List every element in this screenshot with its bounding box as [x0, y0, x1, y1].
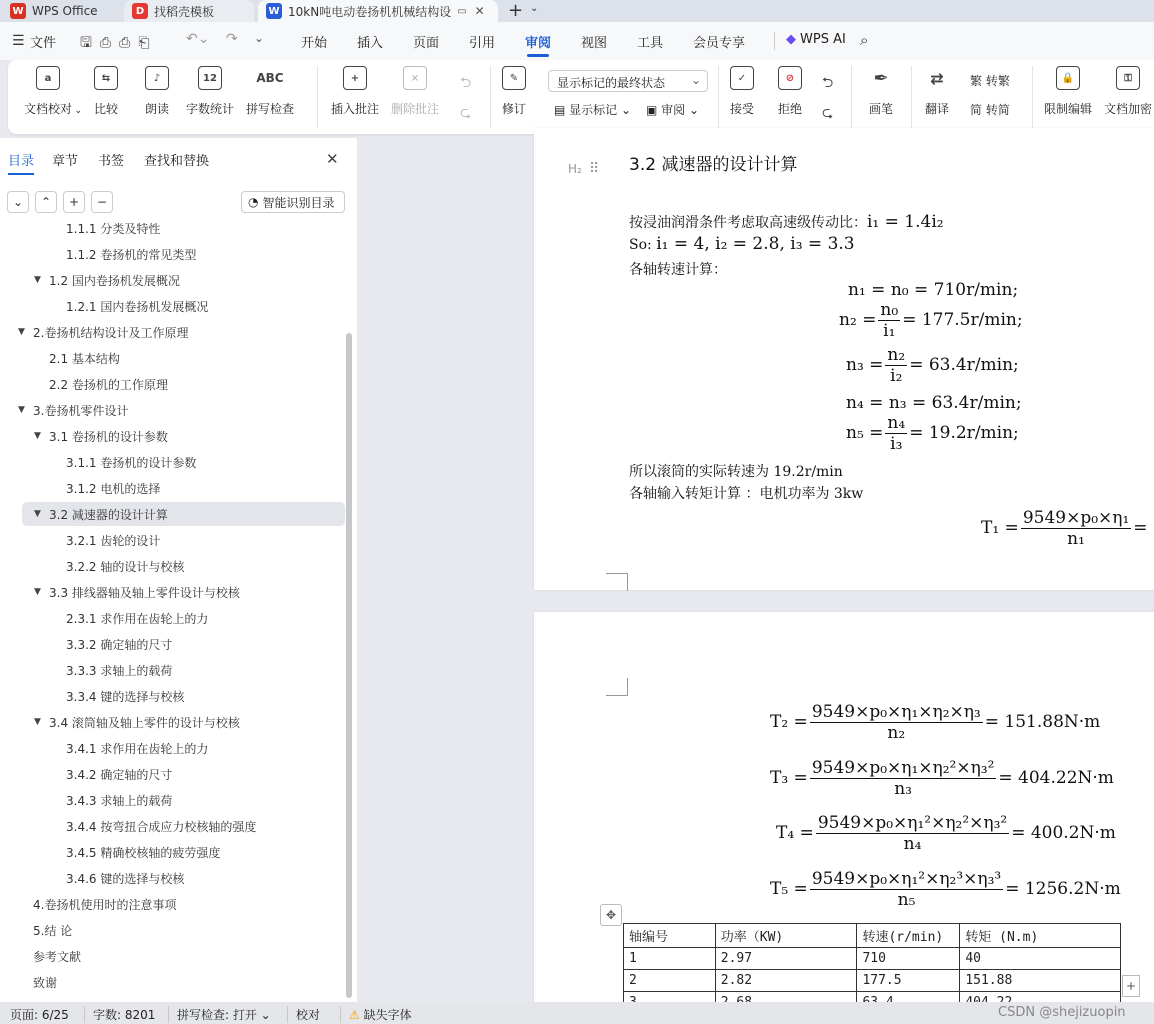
denominator: n₁	[1067, 529, 1085, 549]
table-move-handle-icon[interactable]: ✥	[600, 904, 622, 926]
search-icon[interactable]: ⌕	[860, 31, 869, 49]
rhs: = 1256.2N·m	[1005, 879, 1121, 899]
page-corner-mark	[606, 678, 628, 696]
toc-item[interactable]	[0, 216, 345, 240]
lhs: T₄ =	[776, 823, 814, 843]
toc-item[interactable]	[0, 762, 345, 786]
label: 拒绝	[778, 102, 803, 116]
toc-item-label: 2.卷扬机结构设计及工作原理	[33, 325, 189, 340]
rhs: = 151.88N·m	[984, 712, 1101, 732]
table-row	[624, 970, 1121, 992]
label: 文档校对	[24, 102, 73, 116]
divider	[718, 66, 719, 128]
toc-item[interactable]	[0, 424, 345, 448]
table-cell[interactable]: 177.5	[857, 970, 960, 992]
paragraph: 所以滚筒的实际转速为 19.2r/min	[629, 464, 843, 480]
tab-toc[interactable]: 目录	[8, 150, 34, 169]
warning-icon: ⚠	[349, 1008, 364, 1022]
label: 缺失字体	[363, 1008, 412, 1022]
rhs: =	[1133, 518, 1148, 538]
toc-item[interactable]	[0, 736, 345, 760]
table-cell[interactable]: 710	[857, 948, 960, 970]
toc-item-label: 3.卷扬机零件设计	[33, 403, 129, 418]
table-cell[interactable]: 2.97	[715, 948, 857, 970]
toc-item[interactable]	[0, 944, 345, 968]
menu-view[interactable]: 视图	[581, 36, 608, 51]
menu-review[interactable]: 审阅	[525, 32, 551, 51]
toc-item[interactable]	[0, 970, 345, 994]
tab-label: 找稻壳模板	[154, 4, 215, 19]
label: 翻译	[925, 102, 950, 116]
numerator: 9549×p₀×η₁	[1022, 508, 1130, 528]
title-tab-bar	[0, 0, 1154, 22]
toc-item[interactable]	[0, 684, 345, 708]
rhs: = 404.22N·m	[998, 768, 1114, 788]
label: 审阅	[661, 103, 686, 117]
lhs: T₂ =	[770, 712, 808, 732]
toc-item[interactable]	[0, 814, 345, 838]
toc-item-label: 3.1 卷扬机的设计参数	[49, 429, 168, 444]
numerator: 9549×p₀×η₁²×η₂³×η₃³	[811, 869, 1002, 889]
compare-button[interactable]	[94, 66, 118, 117]
equation	[981, 508, 1148, 549]
toc-item-label: 2.1 基本结构	[49, 351, 120, 366]
toc-item-label: 3.4.3 求轴上的载荷	[66, 793, 173, 808]
toc-item[interactable]	[0, 554, 345, 578]
word-count-icon: 12	[198, 66, 222, 90]
doc-proofread-button[interactable]: a 文档校对 ⌄	[24, 66, 72, 117]
next-comment-icon[interactable]: ⮎	[460, 105, 472, 121]
rhs: = 63.4r/min;	[909, 355, 1019, 375]
delete-comment-button[interactable]	[391, 66, 439, 117]
label: 比较	[94, 102, 119, 116]
text: So:	[629, 237, 652, 253]
toc-item[interactable]	[0, 632, 345, 656]
toc-item[interactable]	[0, 658, 345, 682]
table-header-row	[624, 924, 1121, 948]
word-count-indicator[interactable]: 字数: 8201	[84, 1006, 155, 1023]
tab-find-replace[interactable]: 查找和替换	[144, 154, 210, 169]
numerator: n₄	[887, 413, 906, 433]
show-marks-button[interactable]: ▤ 显示标记 ⌄	[554, 103, 632, 117]
toc-scrollbar[interactable]	[346, 333, 352, 998]
label: 转繁	[985, 74, 1010, 88]
read-aloud-icon: ♪	[145, 66, 169, 90]
lock-doc-icon: 🔒	[1056, 66, 1080, 90]
toc-item-label: 3.2.1 齿轮的设计	[66, 533, 161, 548]
label: 修订	[502, 102, 527, 116]
tab-wps-office[interactable]	[2, 0, 120, 22]
compare-icon: ⇆	[94, 66, 118, 90]
to-simplified-button[interactable]	[970, 101, 1010, 118]
denominator: i₃	[890, 434, 903, 454]
heading-level-marker: H₂	[568, 162, 582, 176]
toc-item[interactable]	[0, 866, 345, 890]
expand-arrow-icon[interactable]: ▼	[18, 327, 25, 337]
denominator: n₄	[903, 834, 922, 854]
toc-item-label: 3.1.1 卷扬机的设计参数	[66, 455, 197, 470]
expand-arrow-icon[interactable]: ▼	[34, 275, 41, 285]
toc-item-label: 3.4.5 精确校核轴的疲劳强度	[66, 845, 221, 860]
fraction	[816, 813, 1009, 854]
equation: i₁ = 1.4i₂	[867, 212, 944, 232]
expand-arrow-icon[interactable]: ▼	[18, 405, 25, 415]
toc-item[interactable]	[0, 450, 345, 474]
divider	[317, 66, 318, 128]
label: 字数统计	[186, 102, 235, 116]
toc-item-label: 3.4.1 求作用在齿轮上的力	[66, 741, 209, 756]
toc-item[interactable]	[0, 580, 345, 604]
toc-item[interactable]	[0, 892, 345, 916]
writer-doc-icon: W	[266, 3, 282, 19]
chevron-down-icon: ⌄	[690, 73, 701, 87]
equation	[776, 813, 1116, 854]
toc-list	[0, 221, 357, 1002]
word-count-button[interactable]	[186, 66, 234, 117]
toc-item[interactable]	[0, 320, 345, 344]
tab-label: 10kN吨电动卷扬机机械结构设	[288, 4, 452, 19]
quick-access-icons[interactable]: 🖫⎙⎙⎗	[80, 35, 158, 51]
lhs: n₃ =	[846, 355, 884, 375]
table-row	[624, 948, 1121, 970]
label: 朗读	[145, 102, 170, 116]
to-traditional-button[interactable]	[970, 72, 1010, 89]
window-mode-icon[interactable]: ▭	[457, 5, 467, 17]
restrict-edit-button[interactable]	[1044, 66, 1092, 117]
toc-item-label: 3.4.4 按弯扭合成应力校核轴的强度	[66, 819, 257, 834]
toc-item-label: 4.卷扬机使用时的注意事项	[33, 897, 177, 912]
table-header-cell[interactable]: 轴编号	[624, 924, 716, 948]
review-pane-button[interactable]: ▣ 审阅 ⌄	[646, 103, 700, 117]
toc-item[interactable]	[0, 476, 345, 500]
menu-page[interactable]: 页面	[413, 36, 440, 51]
expand-arrow-icon[interactable]: ▼	[34, 431, 41, 441]
menu-home[interactable]: 开始	[301, 36, 328, 51]
review-ribbon	[8, 60, 1154, 134]
collapse-down-button[interactable]	[7, 191, 29, 213]
revise-button[interactable]	[502, 66, 526, 117]
equation	[770, 758, 1114, 799]
wps-ai-button[interactable]	[786, 32, 846, 47]
more-chevron-icon[interactable]: ⌄	[254, 31, 265, 45]
toc-item-label: 3.2 减速器的设计计算	[49, 507, 168, 522]
minus-icon: −	[96, 195, 108, 209]
table-cell[interactable]: 151.88	[960, 970, 1121, 992]
select-value: 显示标记的最终状态	[557, 76, 666, 90]
toc-item[interactable]	[0, 840, 345, 864]
spell-check-indicator[interactable]: 拼写检查: 打开 ⌄	[168, 1006, 271, 1023]
divider	[1032, 66, 1033, 128]
page-indicator[interactable]: 页面: 6/25	[10, 1008, 69, 1022]
status-bar	[0, 1002, 1154, 1024]
read-aloud-button[interactable]	[145, 66, 169, 117]
label: 限制编辑	[1044, 102, 1093, 116]
prev-change-icon[interactable]: ⮌	[822, 75, 834, 91]
tab-document[interactable]	[258, 0, 498, 22]
table-header-cell[interactable]: 转速(r/min)	[857, 924, 960, 948]
traditional-icon: 繁	[970, 74, 986, 88]
toc-item-label: 5.结 论	[33, 923, 73, 938]
toc-item[interactable]	[0, 398, 345, 422]
toc-item[interactable]	[22, 502, 345, 526]
smart-toc-icon: ◔	[248, 195, 259, 209]
encrypt-doc-icon: ⚿	[1116, 66, 1140, 90]
toc-item[interactable]	[0, 606, 345, 630]
label: 插入批注	[331, 102, 380, 116]
label: 文档加密	[1104, 102, 1153, 116]
numerator: 9549×p₀×η₁²×η₂²×η₃²	[817, 813, 1008, 833]
show-marks-icon: ▤	[554, 103, 570, 117]
toc-item[interactable]	[0, 346, 345, 370]
wps-ai-icon: ◆	[786, 32, 796, 47]
lhs: T₃ =	[770, 768, 808, 788]
section-heading: 3.2 减速器的设计计算	[629, 155, 798, 175]
toc-item-label: 2.2 卷扬机的工作原理	[49, 377, 168, 392]
menu-bar	[0, 22, 1154, 60]
table-cell[interactable]: 40	[960, 948, 1121, 970]
fraction	[878, 300, 900, 341]
numerator: 9549×p₀×η₁×η₂²×η₃²	[811, 758, 995, 778]
navigation-panel	[0, 138, 357, 1002]
insert-comment-button[interactable]	[331, 66, 379, 117]
pen-button[interactable]	[869, 66, 893, 117]
toc-item[interactable]	[0, 710, 345, 734]
denominator: n₃	[894, 779, 912, 799]
undo-icon[interactable]: ↶⌄	[186, 31, 210, 47]
accept-button[interactable]	[730, 66, 754, 117]
divider	[490, 66, 491, 128]
watermark: CSDN @shejizuopin	[998, 1005, 1126, 1020]
toc-item[interactable]	[0, 788, 345, 812]
toc-item-label: 1.2.1 国内卷扬机发展概况	[66, 299, 209, 314]
translate-icon: ⇄	[930, 68, 944, 88]
fraction	[810, 702, 983, 743]
lhs: T₅ =	[770, 879, 808, 899]
divider	[911, 66, 912, 128]
docer-icon: D	[132, 3, 148, 19]
insert-comment-icon: +	[343, 66, 367, 90]
toc-item-label: 3.2.2 轴的设计与校核	[66, 559, 185, 574]
missing-font-indicator[interactable]	[340, 1006, 412, 1023]
paragraph: 各轴转速计算：	[629, 262, 727, 278]
label: 拼写检查: 打开	[177, 1008, 257, 1022]
table-header-cell[interactable]: 转矩 (N.m)	[960, 924, 1121, 948]
toc-item-label: 3.1.2 电机的选择	[66, 481, 161, 496]
equation: i₁ = 4, i₂ = 2.8, i₃ = 3.3	[656, 234, 855, 254]
toc-item-label: 3.3 排线器轴及轴上零件设计与校核	[49, 585, 240, 600]
toc-item[interactable]	[0, 528, 345, 552]
wps-ai-label: WPS AI	[800, 32, 846, 47]
simplified-icon: 简	[970, 103, 986, 117]
equation	[770, 869, 1121, 910]
redo-icon[interactable]: ↷	[226, 31, 238, 47]
equation: n₄ = n₃ = 63.4r/min;	[846, 393, 1022, 413]
new-tab-button[interactable]: +	[508, 0, 524, 21]
menu-references[interactable]: 引用	[469, 36, 496, 51]
equation: n₁ = n₀ = 710r/min;	[848, 280, 1019, 300]
fraction	[810, 869, 1003, 910]
label: 显示标记	[569, 103, 618, 117]
revise-icon: ✎	[502, 66, 526, 90]
toc-item-label: 3.3.3 求轴上的载荷	[66, 663, 173, 678]
paragraph: 各轴输入转矩计算 ：电机功率为 3kw	[629, 486, 864, 502]
data-table	[623, 923, 1121, 1014]
denominator: i₁	[883, 321, 896, 341]
expand-arrow-icon[interactable]: ▼	[34, 587, 41, 597]
close-tab-icon[interactable]: ✕	[474, 4, 485, 18]
hamburger-icon[interactable]: ☰	[12, 33, 25, 49]
menu-file[interactable]: 文件	[30, 36, 57, 51]
label: 接受	[730, 102, 755, 116]
translate-button[interactable]	[925, 66, 949, 117]
toc-item[interactable]	[0, 242, 345, 266]
tab-sections[interactable]: 章节	[52, 154, 79, 169]
rhs: = 19.2r/min;	[909, 423, 1019, 443]
toc-item-label: 3.4.6 键的选择与校核	[66, 871, 185, 886]
menu-member[interactable]: 会员专享	[693, 36, 746, 51]
denominator: n₂	[887, 723, 906, 743]
numerator: n₂	[887, 345, 906, 365]
toc-item[interactable]	[0, 294, 345, 318]
label: 拼写检查	[246, 102, 295, 116]
expand-arrow-icon[interactable]: ▼	[34, 717, 41, 727]
chevron-down-icon: ⌄	[12, 195, 24, 209]
toc-item-label: 参考文献	[33, 949, 82, 964]
denominator: i₂	[890, 366, 903, 386]
divider	[851, 66, 852, 128]
fraction	[1021, 508, 1131, 549]
toc-item-label: 3.4.2 确定轴的尺寸	[66, 767, 173, 782]
rhs: = 177.5r/min;	[902, 310, 1023, 330]
tab-label: WPS Office	[32, 4, 98, 18]
document-page	[534, 612, 1154, 1012]
toc-item-label: 3.4 滚筒轴及轴上零件的设计与校核	[49, 715, 240, 730]
pen-icon: ✒	[873, 67, 889, 89]
tab-docer[interactable]	[124, 0, 254, 22]
expand-arrow-icon[interactable]: ▼	[34, 509, 41, 519]
divider	[774, 32, 775, 50]
fraction	[885, 413, 907, 454]
prev-comment-icon[interactable]: ⮌	[460, 75, 472, 91]
add-column-button[interactable]: +	[1122, 975, 1140, 997]
doc-encrypt-button[interactable]	[1104, 66, 1152, 117]
menu-insert[interactable]: 插入	[357, 36, 384, 51]
toc-item-label: 1.1.2 卷扬机的常见类型	[66, 247, 197, 262]
proofread-icon: a	[36, 66, 60, 90]
document-area	[357, 138, 1154, 1002]
equation	[846, 413, 1019, 454]
page-corner-mark	[606, 573, 628, 591]
collapse-up-button[interactable]	[35, 191, 57, 213]
toc-item[interactable]	[0, 918, 345, 942]
toc-item-label: 致谢	[33, 975, 58, 990]
denominator: n₅	[897, 890, 916, 910]
paragraph	[629, 212, 944, 232]
wps-logo-icon: W	[10, 3, 26, 19]
toc-item-label: 1.2 国内卷扬机发展概况	[49, 273, 180, 288]
table-cell[interactable]: 1	[624, 948, 716, 970]
drag-handle-icon[interactable]: ⠿	[589, 161, 600, 177]
delete-comment-icon: ×	[403, 66, 427, 90]
table-cell[interactable]: 2	[624, 970, 716, 992]
equation	[839, 300, 1023, 341]
fraction	[885, 345, 907, 386]
label: 删除批注	[391, 102, 440, 116]
close-panel-icon[interactable]: ✕	[326, 150, 339, 168]
chevron-up-icon: ⌃	[40, 195, 52, 209]
toc-item[interactable]	[0, 372, 345, 396]
review-pane-icon: ▣	[646, 103, 662, 117]
lhs: n₅ =	[846, 423, 884, 443]
toc-item-label: 2.3.1 求作用在齿轮上的力	[66, 611, 209, 626]
reject-icon: ⊘	[778, 66, 802, 90]
toc-item[interactable]	[0, 268, 345, 292]
label: 转简	[985, 103, 1010, 117]
label: 智能识别目录	[262, 195, 335, 210]
table-cell[interactable]: 2.82	[715, 970, 857, 992]
numerator: n₀	[880, 300, 899, 320]
next-change-icon[interactable]: ⮎	[822, 105, 834, 121]
rhs: = 400.2N·m	[1011, 823, 1116, 843]
proofread-indicator[interactable]: 校对	[287, 1006, 320, 1023]
document-page	[534, 128, 1154, 590]
spell-check-icon: ABC	[256, 71, 284, 85]
menu-tools[interactable]: 工具	[637, 36, 664, 51]
add-heading-button[interactable]	[63, 191, 85, 213]
plus-icon: +	[68, 195, 80, 209]
spell-check-button[interactable]	[246, 66, 294, 117]
paragraph	[629, 234, 855, 254]
text: 按浸油润滑条件考虑取高速级传动比：	[629, 215, 867, 231]
table-header-cell[interactable]: 功率（KW)	[715, 924, 857, 948]
reject-button[interactable]	[778, 66, 802, 117]
show-state-select[interactable]	[548, 70, 708, 92]
remove-heading-button[interactable]	[91, 191, 113, 213]
lhs: n₂ =	[839, 310, 877, 330]
toc-item-label: 3.3.2 确定轴的尺寸	[66, 637, 173, 652]
equation	[770, 702, 1100, 743]
lhs: T₁ =	[981, 518, 1019, 538]
fraction	[810, 758, 997, 799]
tab-list-chevron-icon[interactable]: ⌄	[530, 3, 539, 14]
numerator: 9549×p₀×η₁×η₂×η₃	[811, 702, 981, 722]
tab-bookmarks[interactable]: 书签	[98, 154, 125, 169]
label: 画笔	[869, 102, 894, 116]
accept-icon: ✓	[730, 66, 754, 90]
equation	[846, 345, 1019, 386]
smart-toc-button[interactable]	[241, 191, 345, 213]
toc-item-label: 3.3.4 键的选择与校核	[66, 689, 185, 704]
toc-item-label: 1.1.1 分类及特性	[66, 221, 161, 236]
